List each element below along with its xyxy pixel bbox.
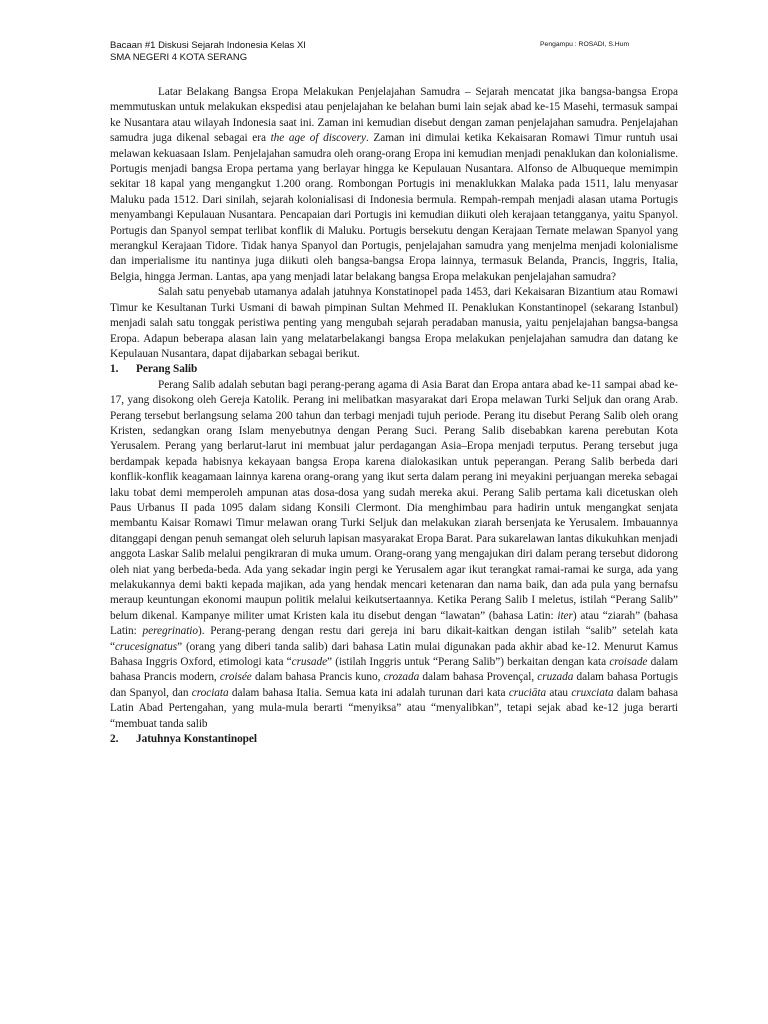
school-name: SMA NEGERI 4 KOTA SERANG <box>110 52 248 63</box>
section-heading-perang-salib <box>110 362 678 377</box>
section-heading-konstantinopel <box>110 732 678 747</box>
paragraph-intro: Latar Belakang Bangsa Eropa Melakukan Penjelajahan Samudra – Sejarah mencatat jika bangsa-bangsa Eropa memmutuskan untuk melakukan ekspedisi atau penjelajahan ke belahan bumi lain sejak abad ke-15 Masehi, termasuk sampai ke Nusantara atau wilayah Indonesia saat ini. Zaman ini kemudian disebut dengan zaman penjelajahan samudra. Penjelajahan samudra juga dikenal sebagai era the age of discovery. Zaman ini dimulai ketika Kekaisaran Romawi Timur runtuh usai melawan kekuasaan Islam. Penjelajahan samudra oleh orang-orang Eropa ini kemudian menjadi penaklukan dan kolonialisme. Portugis menjadi bangsa Eropa pertama yang berlayar hingga ke Kepulauan Nusantara. Alfonso de Albuqueque memimpin sekitar 18 kapal yang mengangkut 1.200 orang. Rombongan Portugis ini menaklukkan Malaka pada 1511, lalu menyasar Maluku pada 1512. Dari sinilah, sejarah kolonialisasi di Indonesia bermula. Rempah-rempah menjadi alasan utama Portugis menyambangi Kepulauan Nusantara. Pencapaian dari Portugis ini kemudian diikuti oleh kerajaan tetangganya, yaitu Spanyol. Portugis dan Spanyol sempat terlibat konflik di Maluku. Portugis bersekutu dengan Kerajaan Ternate melawan Spanyol yang merangkul Kerajaan Tidore. Tidak hanya Spanyol dan Portugis, penjelajahan samudra yang menjelma menjadi kolonialisme dan imperialisme itu nantinya juga diikuti oleh bangsa-bangsa Eropa lainnya, termasuk Belanda, Prancis, Inggris, Italia, Belgia, hingga Jerman. Lantas, apa yang menjadi latar belakang bangsa Eropa melakukan penjelajahan samudra? <box>110 86 678 283</box>
section-title: Jatuhnya Konstantinopel <box>136 733 257 746</box>
paragraph-cause: Salah satu penyebab utamanya adalah jatuhnya Konstatinopel pada 1453, dari Kekaisaran Bizantium atau Romawi Timur ke Kesultanan Turki Usmani di bawah pimpinan Sultan Mehmed II. Penaklukan Konstantinopel (sekarang Istanbul) menjadi salah satu tonggak peristiwa penting yang mengubah sejarah peradaban manusia, yaitu penjelajahan bangsa-bangsa Eropa. Adapun beberapa alasan lain yang melatarbelakangi bangsa Eropa melakukan penjelajahan samudra dan datang ke Kepulauan Nusantara, dapat dijabarkan sebagai berikut. <box>110 286 678 360</box>
section-number: 1. <box>110 363 119 376</box>
section-title: Perang Salib <box>136 363 198 376</box>
instructor-name: Pengampu : ROSADI, S.Hum <box>540 41 630 48</box>
document-body <box>110 85 678 747</box>
paragraph-perang-salib: Perang Salib adalah sebutan bagi perang-perang agama di Asia Barat dan Eropa antara abad ke-11 sampai abad ke-17, yang disokong oleh Gereja Katolik. Perang ini melibatkan masyarakat dari Eropa melawan Turki Seljuk dan orang Arab. Perang tersebut berlangsung selama 200 tahun dan terbagi menjadi tujuh periode. Perang itu disebut Perang Salib oleh orang Kristen, sedangkan orang Islam menyebutnya dengan Perang Suci. Perang Salib disebabkan karena perebutan Kota Yerusalem. Perang yang berlarut-larut ini membuat jalur perdagangan Asia–Eropa menjadi terputus. Perang tersebut juga berdampak kepada habisnya kekayaan bangsa Eropa karena dialokasikan untuk peperangan. Perang Salib berbeda dari konflik-konflik keagamaan lainnya karena orang-orang yang ikut serta dalam perang ini meyakini perjuangan mereka sebagai laku tobat demi memperoleh ampunan atas dosa-dosa yang sudah mereka akui. Perang Salib pertama kali dicetuskan oleh Paus Urbanus II pada 1095 dalam sidang Konsili Clermont. Dia menghimbau para hadirin untuk mengangkat senjata membantu Kaisar Romawi Timur melawan orang Turki Seljuk dan melakukan ziarah bersenjata ke Yerusalem. Imbauannya ditanggapi dengan penuh semangat oleh seluruh lapisan masyarakat Eropa Barat. Para sukarelawan lantas dikukuhkan menjadi anggota Laskar Salib melalui pengikraran di muka umum. Orang-orang yang mengajukan diri dalam perang tersebut didorong oleh niat yang berbeda-beda. Ada yang sekadar ingin pergi ke Yerusalem agar ikut terangkat ramai-ramai ke surga, ada yang melakukannya demi bakti kepada majikan, ada yang hendak mencari ketenaran dan nama baik, dan ada pula yang bernafsu meraup keuntungan ekonomi maupun politik melalui keikutsertaannya. Ketika Perang Salib I meletus, istilah “Perang Salib” belum dikenal. Kampanye militer umat Kristen kala itu disebut dengan “lawatan” (bahasa Latin: iter) atau “ziarah” (bahasa Latin: peregrinatio). Perang-perang dengan restu dari gereja ini baru dikait-kaitkan dengan istilah “salib” setelah kata “crucesignatus” (orang yang diberi tanda salib) dari bahasa Latin mulai digunakan pada akhir abad ke-12. Menurut Kamus Bahasa Inggris Oxford, etimologi kata “crusade” (istilah Inggris untuk “Perang Salib”) berkaitan dengan kata croisade dalam bahasa Prancis modern, croisée dalam bahasa Prancis kuno, crozada dalam bahasa Provençal, cruzada dalam bahasa Portugis dan Spanyol, dan crociata dalam bahasa Italia. Semua kata ini adalah turunan dari kata cruciāta atau cruxciata dalam bahasa Latin Abad Pertengahan, yang mula-mula berarti “menyiksa” atau “menyalibkan”, tetapi sejak abad ke-12 juga berarti “membuat tanda salib <box>110 378 678 730</box>
document-title: Bacaan #1 Diskusi Sejarah Indonesia Kelas XI <box>110 40 306 51</box>
section-number: 2. <box>110 733 119 746</box>
